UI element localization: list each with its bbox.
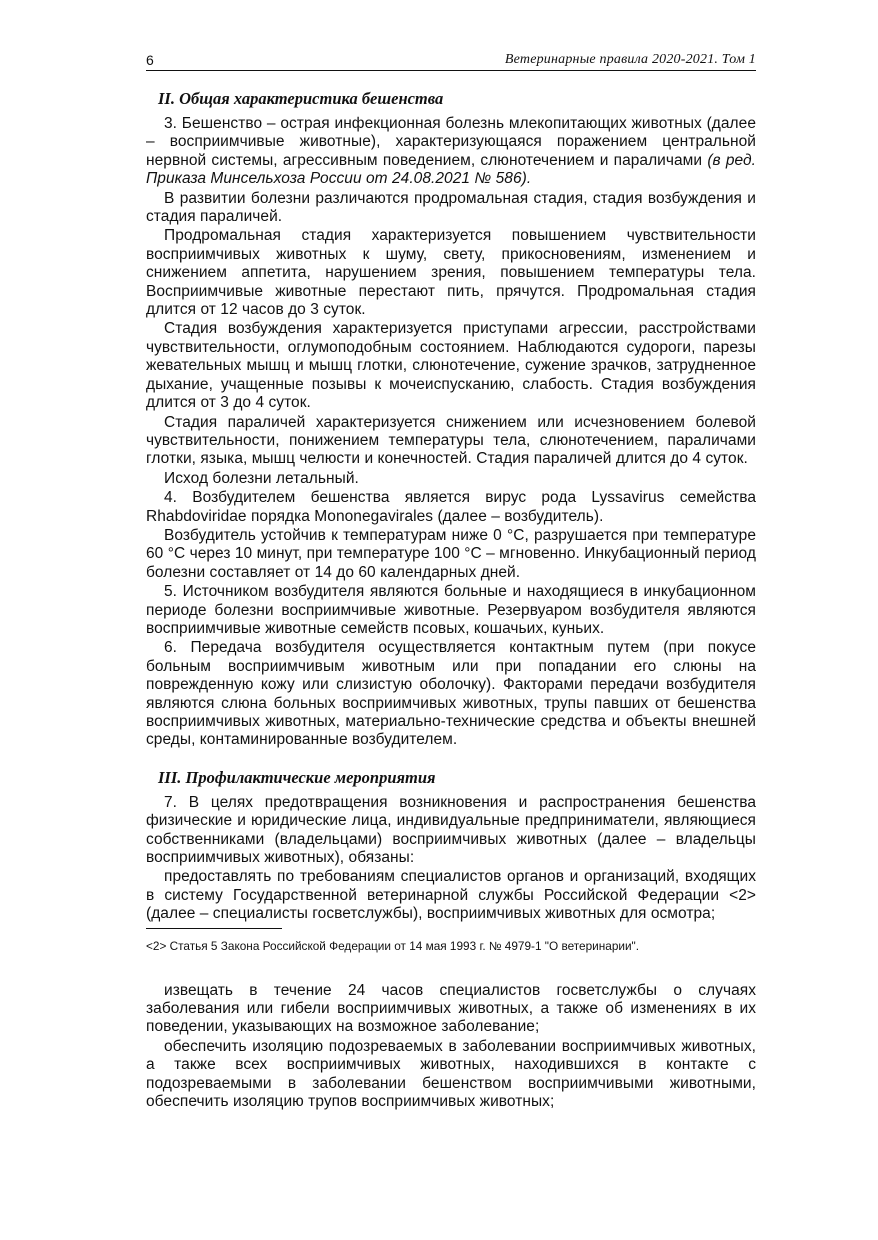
paragraph-stages: В развитии болезни различаются продромальная стадия, стадия возбуждения и стадия параличей. bbox=[146, 189, 756, 226]
paragraph-paralysis: Стадия параличей характеризуется снижением или исчезновением болевой чувствительности, понижением температуры тела, слюнотечением, параличами глотки, языка, мышц челюсти и конечностей. Стадия параличей длится до 4 суток. bbox=[146, 413, 756, 468]
document-page bbox=[146, 46, 756, 1113]
paragraph-notify: извещать в течение 24 часов специалистов госветслужбы о случаях заболевания или гибели восприимчивых животных, а также об изменениях в их поведении, указывающих на возможное заболевание; bbox=[146, 981, 756, 1036]
paragraph-5: 5. Источником возбудителя являются больные и находящиеся в инкубационном периоде болезни восприимчивые животные. Резервуаром возбудителя являются восприимчивые животные семейств псовых, кошачьих, куньих. bbox=[146, 583, 756, 637]
paragraph-prodromal: Продромальная стадия характеризуется повышением чувствительности восприимчивых животных к шуму, свету, прикосновениям, изменением и снижением аппетита, нарушением зрения, повышением температуры тела. Восприимчивые животные перестают пить, прячутся. Продромальная стадия длится от 12 часов до 3 суток. bbox=[146, 227, 756, 319]
paragraph-excitation: Стадия возбуждения характеризуется приступами агрессии, расстройствами чувствительности, оглумоподобным состоянием. Наблюдаются судороги, парезы жевательных мышц и мышц глотки, слюнотечение, сужение зрачков, затрудненное дыхание, учащенные позывы к мочеиспусканию, слабость. Стадия возбуждения длится от 3 до 4 суток. bbox=[146, 320, 756, 412]
paragraph-3-text: 3. Бешенство – острая инфекционная болезнь млекопитающих животных (далее – восприимчивые животные), характеризующаяся поражением центральной нервной системы, агрессивным поведением, слюнотечением и параличами bbox=[146, 115, 756, 169]
amendment-note: (в ред. Приказа Минсельхоза России от 24.08.2021 № 586). bbox=[146, 151, 757, 188]
section-heading-general: II. Общая характеристика бешенства bbox=[158, 89, 444, 108]
paragraph-outcome: Исход болезни летальный. bbox=[164, 469, 359, 487]
paragraph-3 bbox=[146, 115, 756, 189]
section-heading-prevention: III. Профилактические мероприятия bbox=[158, 767, 436, 787]
paragraph-7: 7. В целях предотвращения возникновения и распространения бешенства физические и юридические лица, индивидуальные предприниматели, являющиеся собственниками (владельцами) восприимчивых животных (далее – владельцы восприимчивых животных), обязаны: bbox=[146, 793, 756, 867]
paragraph-7-provide: предоставлять по требованиям специалистов органов и организаций, входящих в систему Государственной ветеринарной службы Российской Федерации <2> (далее – специалисты госветслужбы), восприимчивых животных для осмотра; bbox=[146, 868, 756, 923]
paragraph-4: 4. Возбудителем бешенства является вирус рода Lyssavirus семейства Rhabdoviridae порядка Mononegavirales (далее – возбудитель). bbox=[146, 489, 756, 525]
paragraph-6: 6. Передача возбудителя осуществляется контактным путем (при покусе больным восприимчивым животным или при попадании его слюны на поврежденную кожу или слизистую оболочку). Факторами передачи возбудителя являются слюна больных восприимчивых животных, трупы павших от бешенства восприимчивых животных, материально-технические средства и объекты внешней среды, контаминированные возбудителем. bbox=[146, 639, 756, 749]
paragraph-isolate: обеспечить изоляцию подозреваемых в заболевании восприимчивых животных, а также всех восприимчивых животных, находившихся в контакте с подозреваемыми в заболевании бешенством восприимчивыми животными, обеспечить изоляцию трупов восприимчивых животных; bbox=[146, 1037, 756, 1111]
running-header bbox=[146, 46, 756, 71]
footnote: <2> Статья 5 Закона Российской Федерации от 14 мая 1993 г. № 4979-1 "О ветеринарии". bbox=[146, 938, 640, 953]
paragraph-resistance: Возбудитель устойчив к температурам ниже 0 °С, разрушается при температуре 60 °С через 10 минут, при температуре 100 °С – мгновенно. Инкубационный период болезни составляет от 14 до 60 календарных дней. bbox=[146, 526, 756, 581]
page-number: 6 bbox=[146, 52, 154, 68]
footnote-separator bbox=[146, 928, 282, 929]
journal-title: Ветеринарные правила 2020-2021. Том 1 bbox=[504, 52, 756, 67]
